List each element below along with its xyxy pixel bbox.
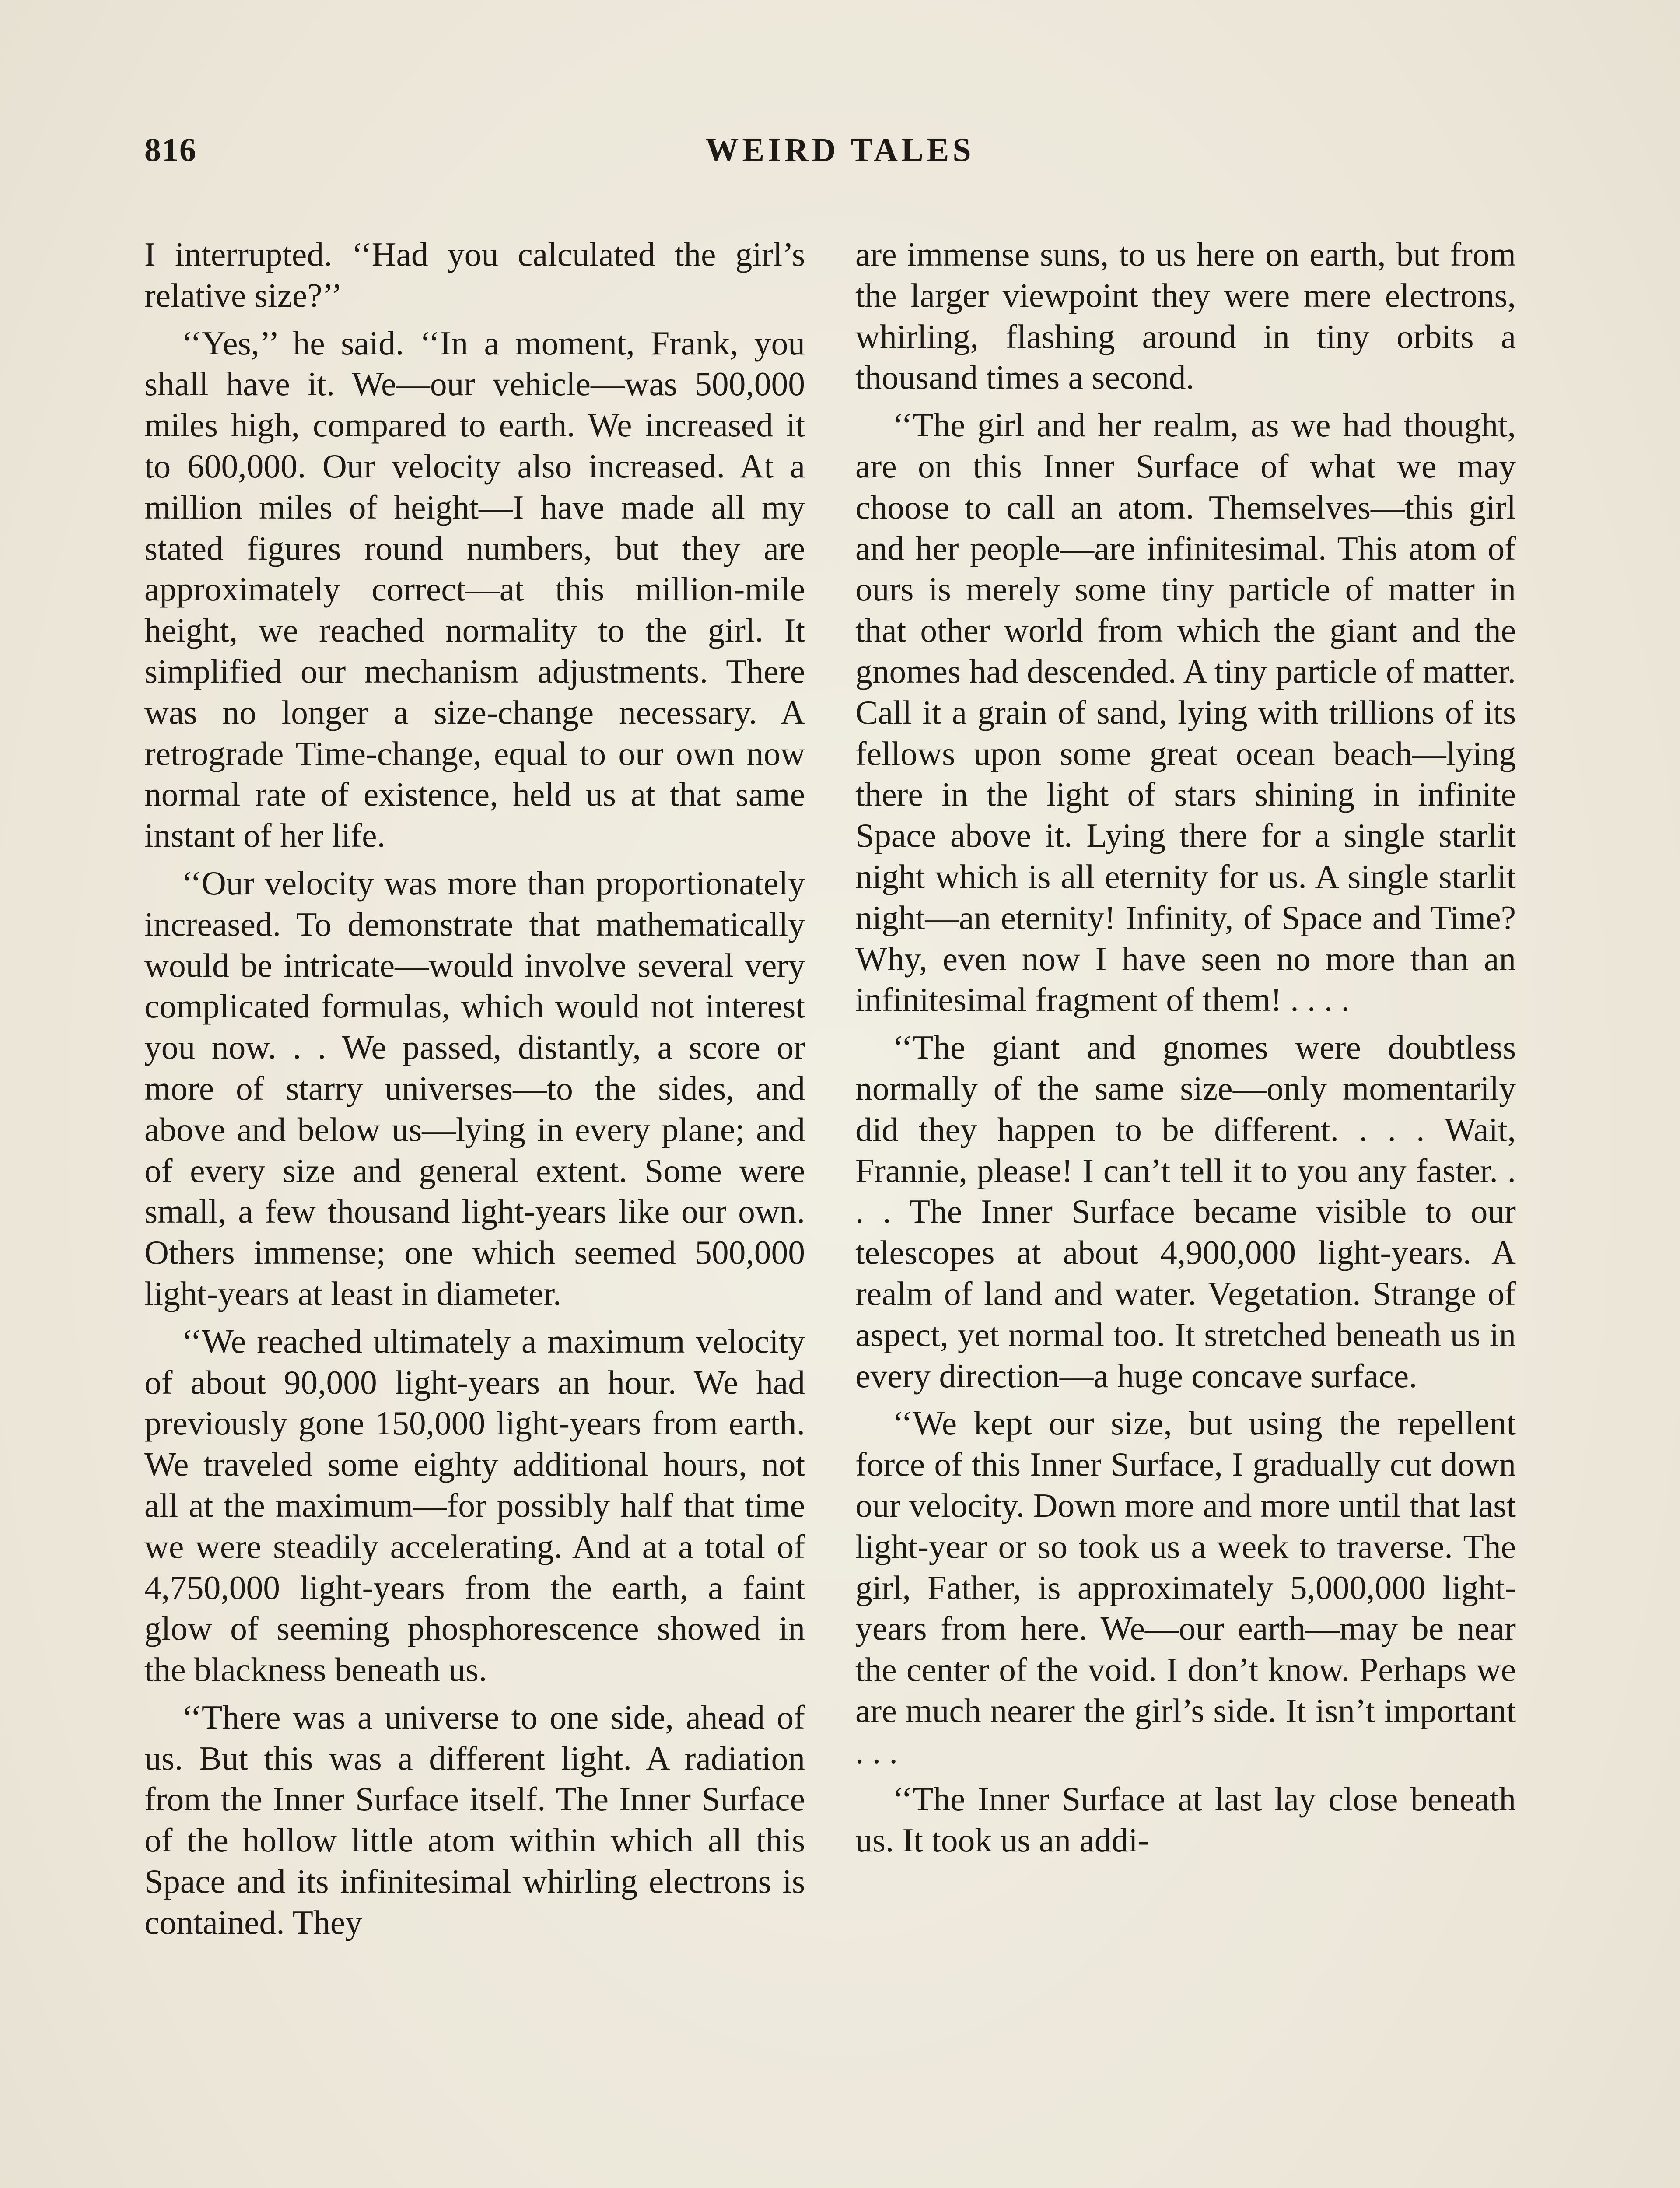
paragraph-continued: are immense suns, to us here on earth, but from the larger viewpoint they were mere electrons, whirling, flashing around in tiny orbits a thousand times a second. [855, 235, 1516, 396]
paragraph: I interrupted. ‘‘Had you calculated the girl’s relative size?’’ [144, 235, 805, 314]
paragraph: ‘‘We reached ultimately a maximum velocity of about 90,000 light-years an hour. We had previously gone 150,000 light-years from earth. We traveled some eighty additional hours, not all at the maximum—for possibly half that time we were steadily accelerating. And at a total of 4,750,000 light-years from the earth, a faint glow of seeming phosphorescence showed in the blackness beneath us. [144, 1322, 805, 1689]
paragraph: ‘‘The Inner Surface at last lay close beneath us. It took us an addi- [855, 1780, 1516, 1859]
running-head: WEIRD TALES [705, 132, 975, 168]
paragraph: ‘‘Our velocity was more than proportionately increased. To demonstrate that mathematically would be intricate—would involve several very complicated formulas, which would not interest you now. . . We passed, distantly, a score or more of starry universes—to the sides, and above and below us—lying in every plane; and of every size and general extent. Some were small, a few thousand light-years like our own. Others immense; one which seemed 500,000 light-years at least in diameter. [144, 864, 805, 1312]
paragraph: ‘‘The giant and gnomes were doubtless normally of the same size—only momentarily did they happen to be different. . . . Wait, Frannie, please! I can’t tell it to you any faster. . . . The Inner Surface became visible to our telescopes at about 4,900,000 light-years. A realm of land and water. Vegetation. Strange of aspect, yet normal too. It stretched beneath us in every direction—a huge concave surface. [855, 1028, 1516, 1395]
page-number: 816 [144, 132, 197, 168]
paragraph: ‘‘There was a universe to one side, ahead of us. But this was a different light. A radiation from the Inner Surface itself. The Inner Surface of the hollow little atom within which all this Space and its infinitesimal whirling electrons is contained. They [144, 1698, 805, 1941]
paragraph: ‘‘We kept our size, but using the repellent force of this Inner Surface, I gradually cut down our velocity. Down more and more until that last light-year or so took us a week to traverse. The girl, Father, is approximately 5,000,000 light-years from here. We—our earth—may be near the center of the void. I don’t know. Perhaps we are much nearer the girl’s side. It isn’t important . . . [855, 1404, 1516, 1771]
right-column [855, 234, 1516, 1868]
paragraph: ‘‘Yes,’’ he said. ‘‘In a moment, Frank, you shall have it. We—our vehicle—was 500,000 miles high, compared to earth. We increased it to 600,000. Our velocity also increased. At a million miles of height—I have made all my stated figures round numbers, but they are approximately correct—at this million-mile height, we reached normality to the girl. It simplified our mechanism adjustments. There was no longer a size-change necessary. A retrograde Time-change, equal to our own now normal rate of existence, held us at that same instant of her life. [144, 324, 805, 855]
paragraph: ‘‘The girl and her realm, as we had thought, are on this Inner Surface of what we may choose to call an atom. Themselves—this girl and her people—are infinitesimal. This atom of ours is merely some tiny particle of matter in that other world from which the giant and the gnomes had descended. A tiny particle of matter. Call it a grain of sand, lying with trillions of its fellows upon some great ocean beach—lying there in the light of stars shining in infinite Space above it. Lying there for a single starlit night which is all eternity for us. A single starlit night—an eternity! Infinity, of Space and Time? Why, even now I have seen no more than an infinitesimal fragment of them! . . . . [855, 406, 1516, 1019]
page-header [144, 131, 1536, 179]
left-column [144, 234, 805, 1950]
